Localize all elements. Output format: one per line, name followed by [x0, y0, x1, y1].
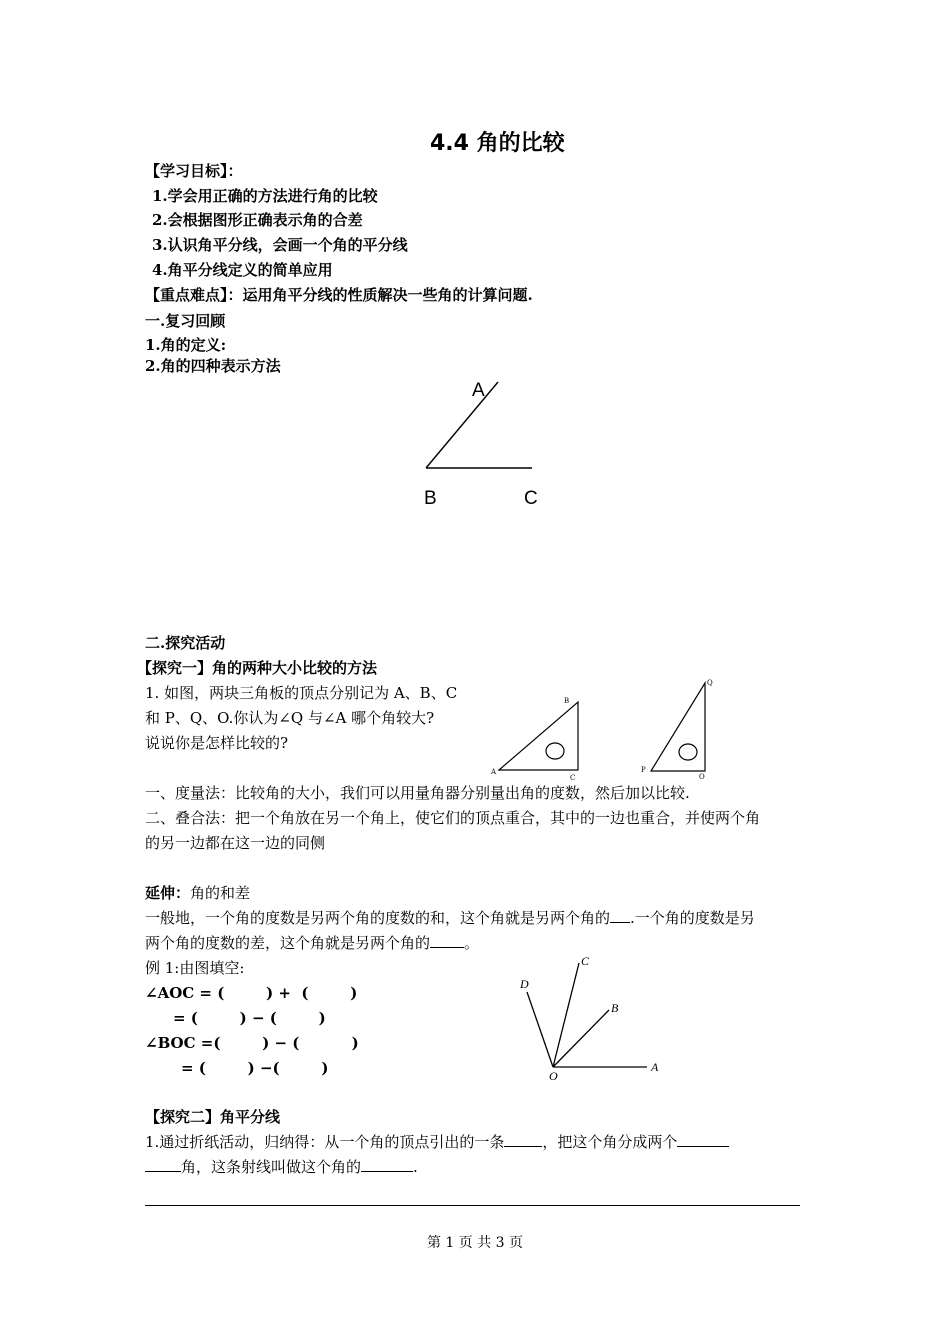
extension-title: 角的和差: [190, 884, 251, 902]
bisector-line-1b: ，把这个角分成两个: [542, 1133, 678, 1151]
label-vertex-o: O: [549, 1069, 558, 1083]
extension-line-1a: 一般地，一个角的度数是另两个角的度数的和，这个角就是另两个角的: [145, 909, 611, 927]
label-a: A: [472, 380, 485, 401]
label-ray-d: D: [520, 977, 529, 991]
equation-1: ∠AOC = ( ) + ( ): [145, 984, 358, 1002]
objective-item-4: 4.角平分线定义的简单应用: [152, 261, 333, 279]
bisector-line-1a: 1.通过折纸活动，归纳得：从一个角的顶点引出的一条: [145, 1133, 505, 1151]
review-question-2: 2.角的四种表示方法: [145, 357, 281, 375]
tri2-label-left: P: [641, 766, 646, 774]
explore-part1-line-1: 1. 如图，两块三角板的顶点分别记为 A、B、C: [145, 684, 458, 702]
ray-ba: [426, 382, 498, 468]
method-overlay-line-1: 二、叠合法：把一个角放在另一个角上，使它们的顶点重合，其中的一边也重合，并使两个角: [145, 809, 761, 827]
ray-ob: [553, 1010, 609, 1067]
objectives-heading: 【学习目标】：: [145, 162, 243, 180]
extension-line-2a: 两个角的度数的差，这个角就是另两个角的: [145, 934, 431, 952]
method-measure: 一、度量法：比较角的大小，我们可以用量角器分别量出角的度数，然后加以比较.: [145, 784, 690, 802]
angle-rays-figure: [510, 950, 670, 1085]
triangle-ruler-abc: [485, 690, 595, 782]
key-points-text: ：运用角平分线的性质解决一些角的计算问题.: [227, 286, 533, 304]
objective-item-1: 1.学会用正确的方法进行角的比较: [152, 187, 378, 205]
tri1-label-left: A: [491, 768, 497, 776]
objective-item-2: 2.会根据图形正确表示角的合差: [152, 211, 363, 229]
review-question-1: 1.角的定义:: [145, 336, 227, 354]
triangle-abc-hole: [546, 743, 564, 759]
tri2-label-top: Q: [707, 679, 713, 687]
triangle-ruler-pqo: [635, 675, 725, 785]
extension-line-1b: .一个角的度数是另: [630, 909, 755, 927]
blank-equal-2[interactable]: [145, 1157, 181, 1172]
extension-line-2b: 。: [464, 934, 480, 952]
blank-ray[interactable]: [504, 1132, 542, 1147]
equation-4: = ( ) −( ): [181, 1059, 329, 1077]
key-points: [145, 284, 533, 306]
triangle-pqo-outline: [651, 683, 705, 771]
page-number: 第 1 页 共 3 页: [426, 1235, 524, 1251]
angle-abc-figure: [410, 370, 560, 515]
extension-line-2: [145, 932, 479, 954]
label-ray-b: B: [611, 1001, 619, 1015]
extension-line-1: [145, 907, 755, 929]
label-ray-c: C: [581, 954, 590, 968]
key-points-label: 【重点难点】: [145, 286, 228, 304]
method-overlay-line-2: 的另一边都在这一边的同侧: [145, 834, 326, 852]
page-title: 4.4 角的比较: [430, 131, 565, 156]
explore-heading: 二.探究活动: [145, 634, 226, 652]
ray-oc: [553, 963, 579, 1067]
example-title: 例 1:由图填空:: [145, 959, 245, 977]
explore-part1-line-2: 和 P、Q、O.你认为∠Q 与∠A 哪个角较大?: [145, 709, 435, 727]
label-c: C: [524, 488, 538, 509]
tri1-label-right: C: [570, 774, 576, 782]
tri1-label-top: B: [564, 697, 570, 705]
extension-label: 延伸：: [145, 884, 191, 902]
bisector-line-2b: 角，这条射线叫做这个角的: [181, 1158, 362, 1176]
bisector-line-2c: .: [413, 1158, 418, 1176]
label-b: B: [424, 488, 437, 509]
explore-part1-heading: 【探究一】角的两种大小比较的方法: [137, 659, 378, 677]
blank-difference[interactable]: [430, 933, 464, 948]
extension-heading: [145, 882, 250, 904]
bisector-line-2: [145, 1156, 418, 1178]
bisector-heading: 【探究二】角平分线: [145, 1108, 281, 1126]
review-heading: 一.复习回顾: [145, 312, 226, 330]
label-ray-a: A: [651, 1060, 659, 1074]
explore-part1-line-3: 说说你是怎样比较的?: [145, 734, 289, 752]
ray-od: [527, 992, 553, 1067]
objective-item-3: 3.认识角平分线，会画一个角的平分线: [152, 236, 408, 254]
equation-3: ∠BOC =( ) − ( ): [145, 1034, 359, 1052]
triangle-pqo-hole: [679, 744, 697, 760]
tri2-label-right: O: [699, 773, 705, 781]
triangle-abc-outline: [499, 702, 578, 770]
blank-sum[interactable]: [610, 908, 630, 923]
equation-2: = ( ) − ( ): [173, 1009, 326, 1027]
blank-bisector[interactable]: [361, 1157, 413, 1172]
blank-equal-1[interactable]: [677, 1132, 729, 1147]
footer-rule: [145, 1205, 800, 1206]
bisector-line-1: [145, 1131, 729, 1153]
